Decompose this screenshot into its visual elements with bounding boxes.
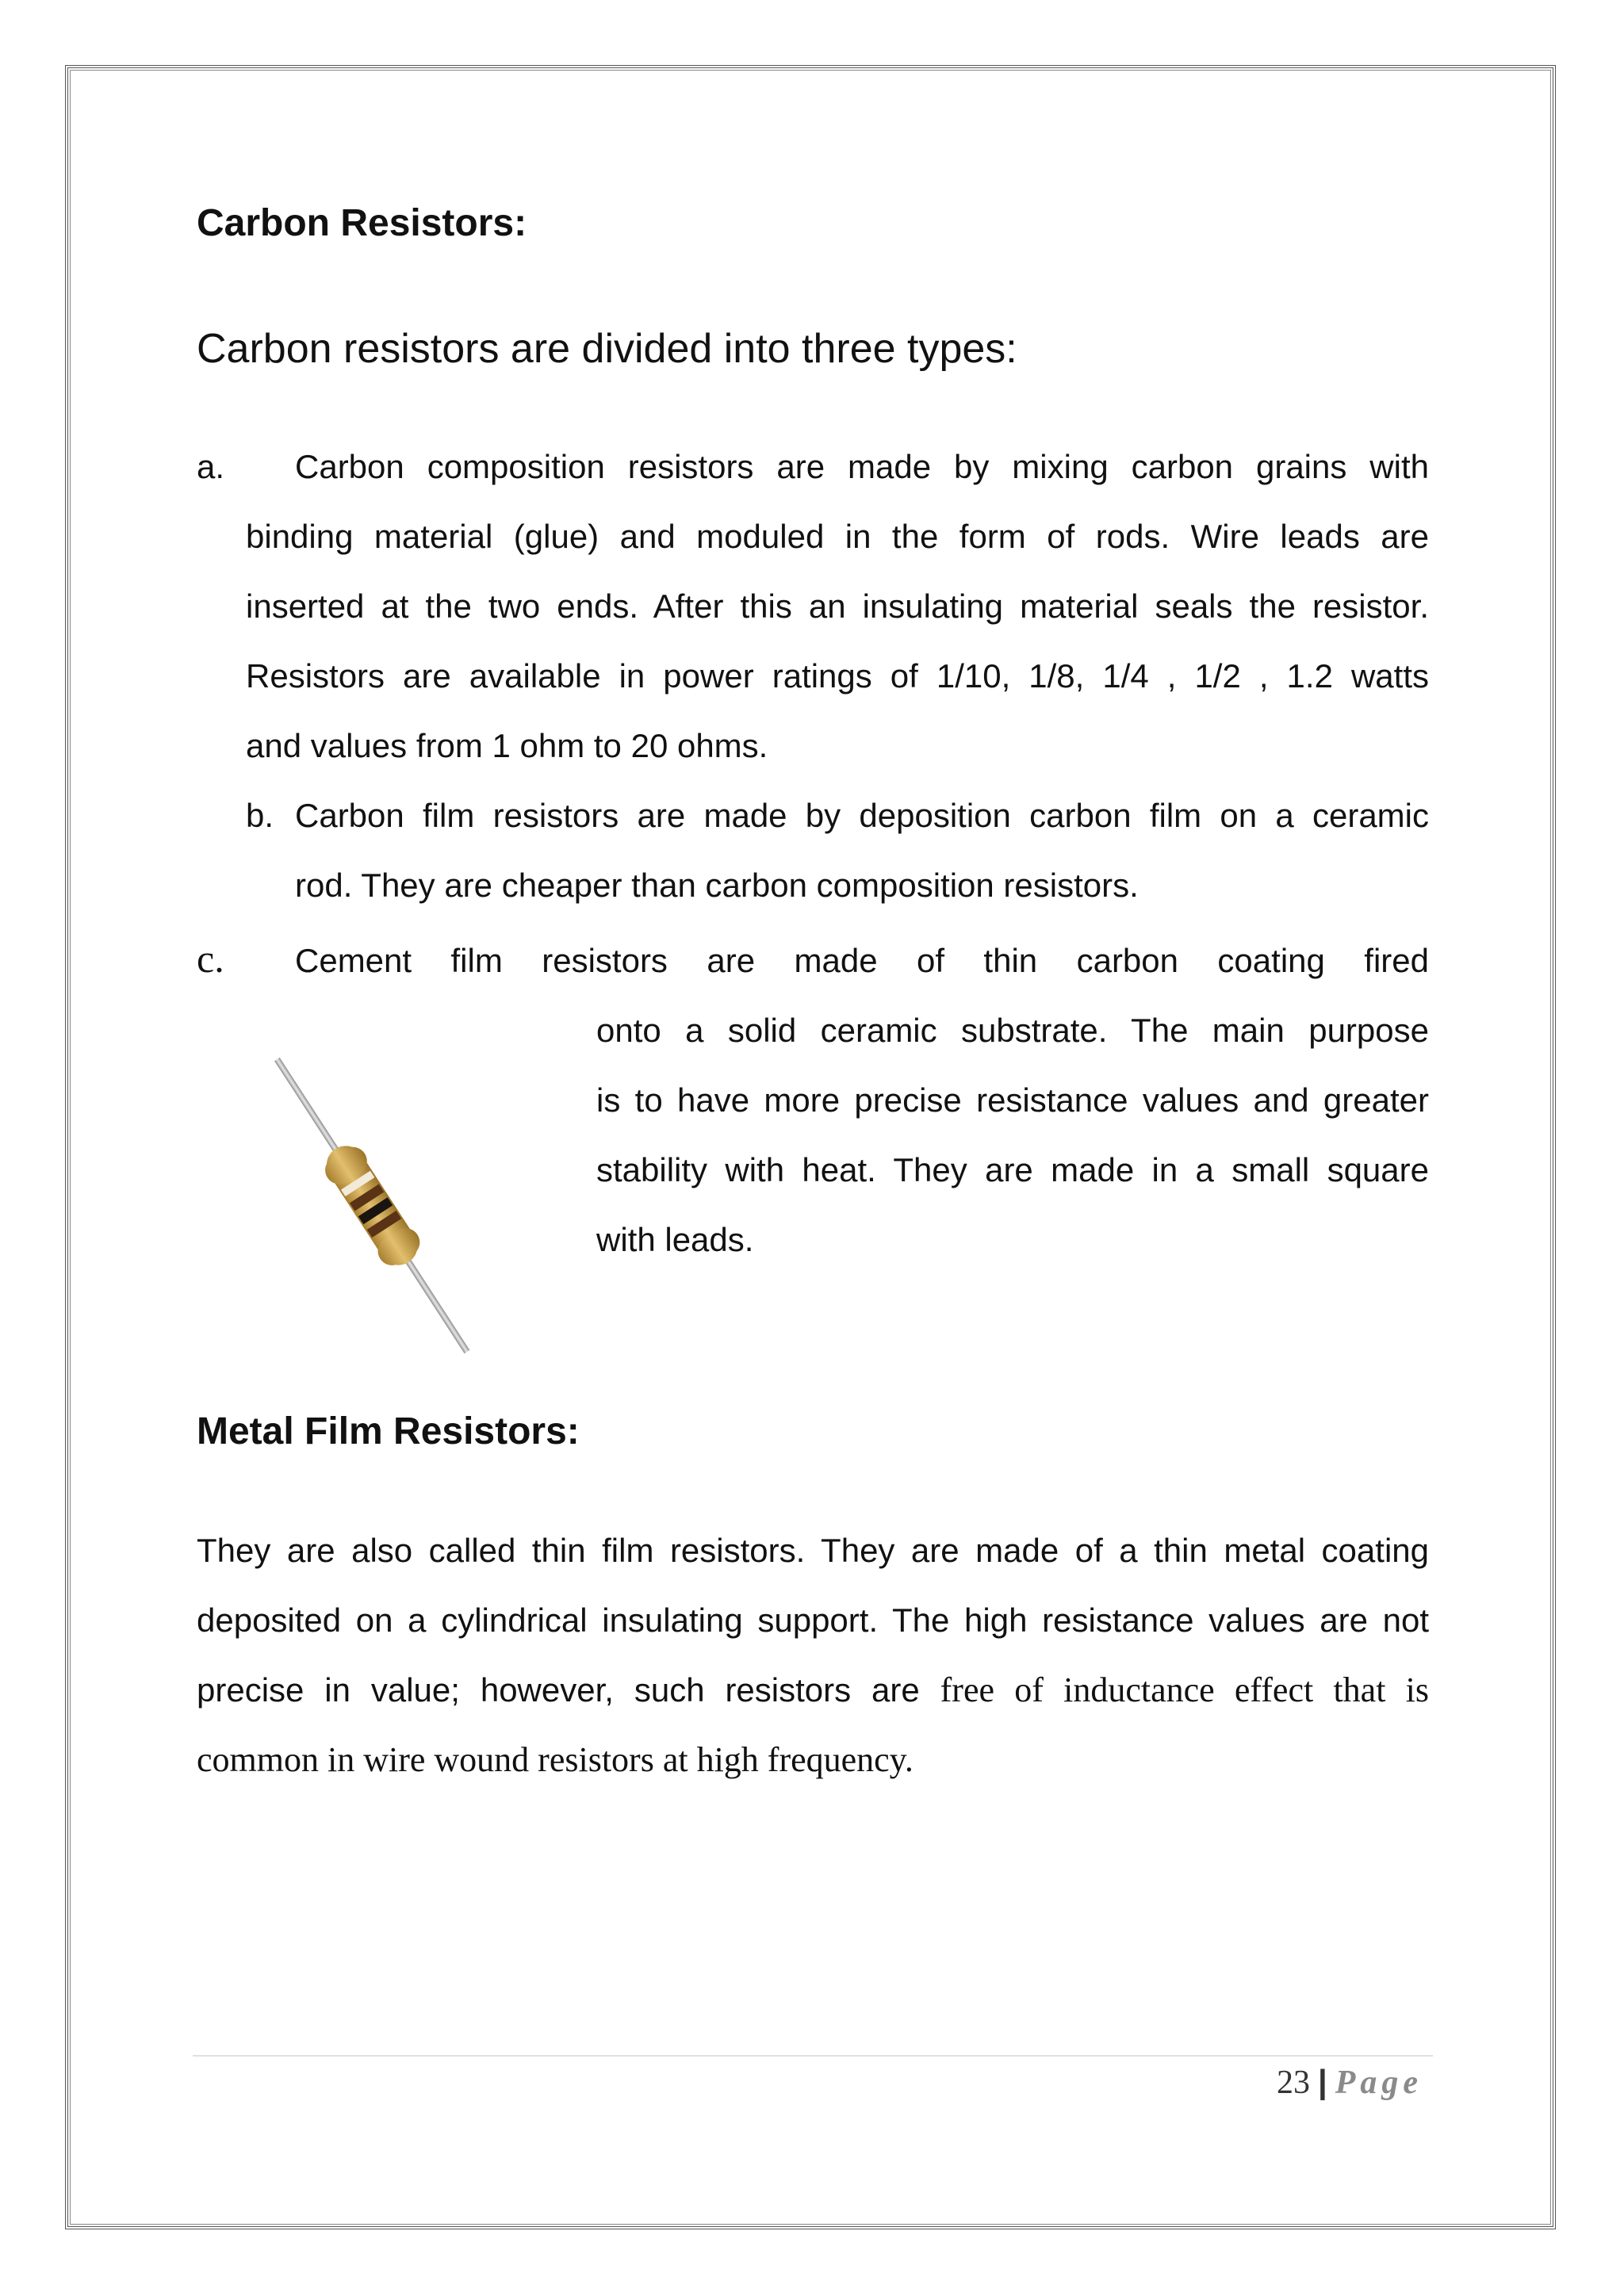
list-marker-c: c. bbox=[197, 936, 224, 981]
list-item-c bbox=[295, 926, 1429, 996]
metal-film-line-2: deposited on a cylindrical insulating support. The high resistance values are not bbox=[197, 1601, 1429, 1639]
list-item-a-line-3: inserted at the two ends. After this an insulating material seals the resistor. bbox=[246, 587, 1429, 625]
list-item-c-line-1: Cement film resistors are made of thin carbon coating fired bbox=[295, 942, 1429, 979]
page-label: Page bbox=[1335, 2064, 1423, 2101]
list-item-c-line-3: is to have more precise resistance values and greater bbox=[596, 1081, 1429, 1119]
list-item-a-continued bbox=[246, 502, 1429, 781]
footer-rule bbox=[193, 2055, 1433, 2057]
metal-film-line-3a: precise in value; however, such resistors are bbox=[197, 1671, 920, 1709]
list-item-b bbox=[295, 781, 1429, 920]
page-footer bbox=[1277, 2058, 1423, 2107]
list-item-c-line-2 bbox=[596, 996, 1429, 1066]
list-marker-a: a. bbox=[197, 448, 225, 485]
metal-film-line-3 bbox=[197, 1655, 1429, 1725]
metal-film-line-4: common in wire wound resistors at high frequency. bbox=[197, 1740, 914, 1779]
list-item-c-line-5: with leads. bbox=[596, 1221, 754, 1258]
list-item-c-continued bbox=[596, 996, 1429, 1275]
list-item-a-line-5: and values from 1 ohm to 20 ohms. bbox=[246, 727, 768, 764]
list-item-a bbox=[295, 432, 1429, 502]
list-item-c-line-4: stability with heat. They are made in a small square bbox=[596, 1151, 1429, 1188]
list-item-a-line-1: Carbon composition resistors are made by mixing carbon grains with bbox=[295, 448, 1429, 485]
metal-film-line-3b: free of inductance effect that is bbox=[940, 1670, 1429, 1709]
page-number: 23 bbox=[1276, 2064, 1310, 2101]
intro-text: Carbon resistors are divided into three types: bbox=[197, 326, 1017, 372]
heading-metal-film-resistors: Metal Film Resistors: bbox=[197, 1410, 580, 1452]
metal-film-paragraph bbox=[197, 1516, 1429, 1795]
metal-film-line-1: They are also called thin film resistors. They are made of a thin metal coating bbox=[197, 1532, 1429, 1569]
list-item-a-line-4: Resistors are available in power ratings of 1/10, 1/8, 1/4 , 1/2 , 1.2 watts bbox=[246, 657, 1429, 695]
carbon-resistor-image bbox=[218, 1047, 527, 1364]
list-item-a-line-2: binding material (glue) and moduled in the form of rods. Wire leads are bbox=[246, 518, 1429, 555]
footer-separator: | bbox=[1317, 2063, 1327, 2100]
list-item-c-line-2a: onto a bbox=[596, 1012, 704, 1049]
list-item-c-line-2b: solid ceramic substrate. The main purpose bbox=[727, 1012, 1429, 1049]
list-marker-b: b. bbox=[246, 797, 274, 834]
resistor-lead-top bbox=[274, 1058, 344, 1161]
resistor-lead-bottom bbox=[400, 1250, 469, 1353]
list-item-b-line-1: Carbon film resistors are made by deposition carbon film on a ceramic bbox=[295, 797, 1429, 834]
heading-carbon-resistors: Carbon Resistors: bbox=[197, 202, 527, 244]
list-item-b-line-2: rod. They are cheaper than carbon composition resistors. bbox=[295, 867, 1139, 904]
